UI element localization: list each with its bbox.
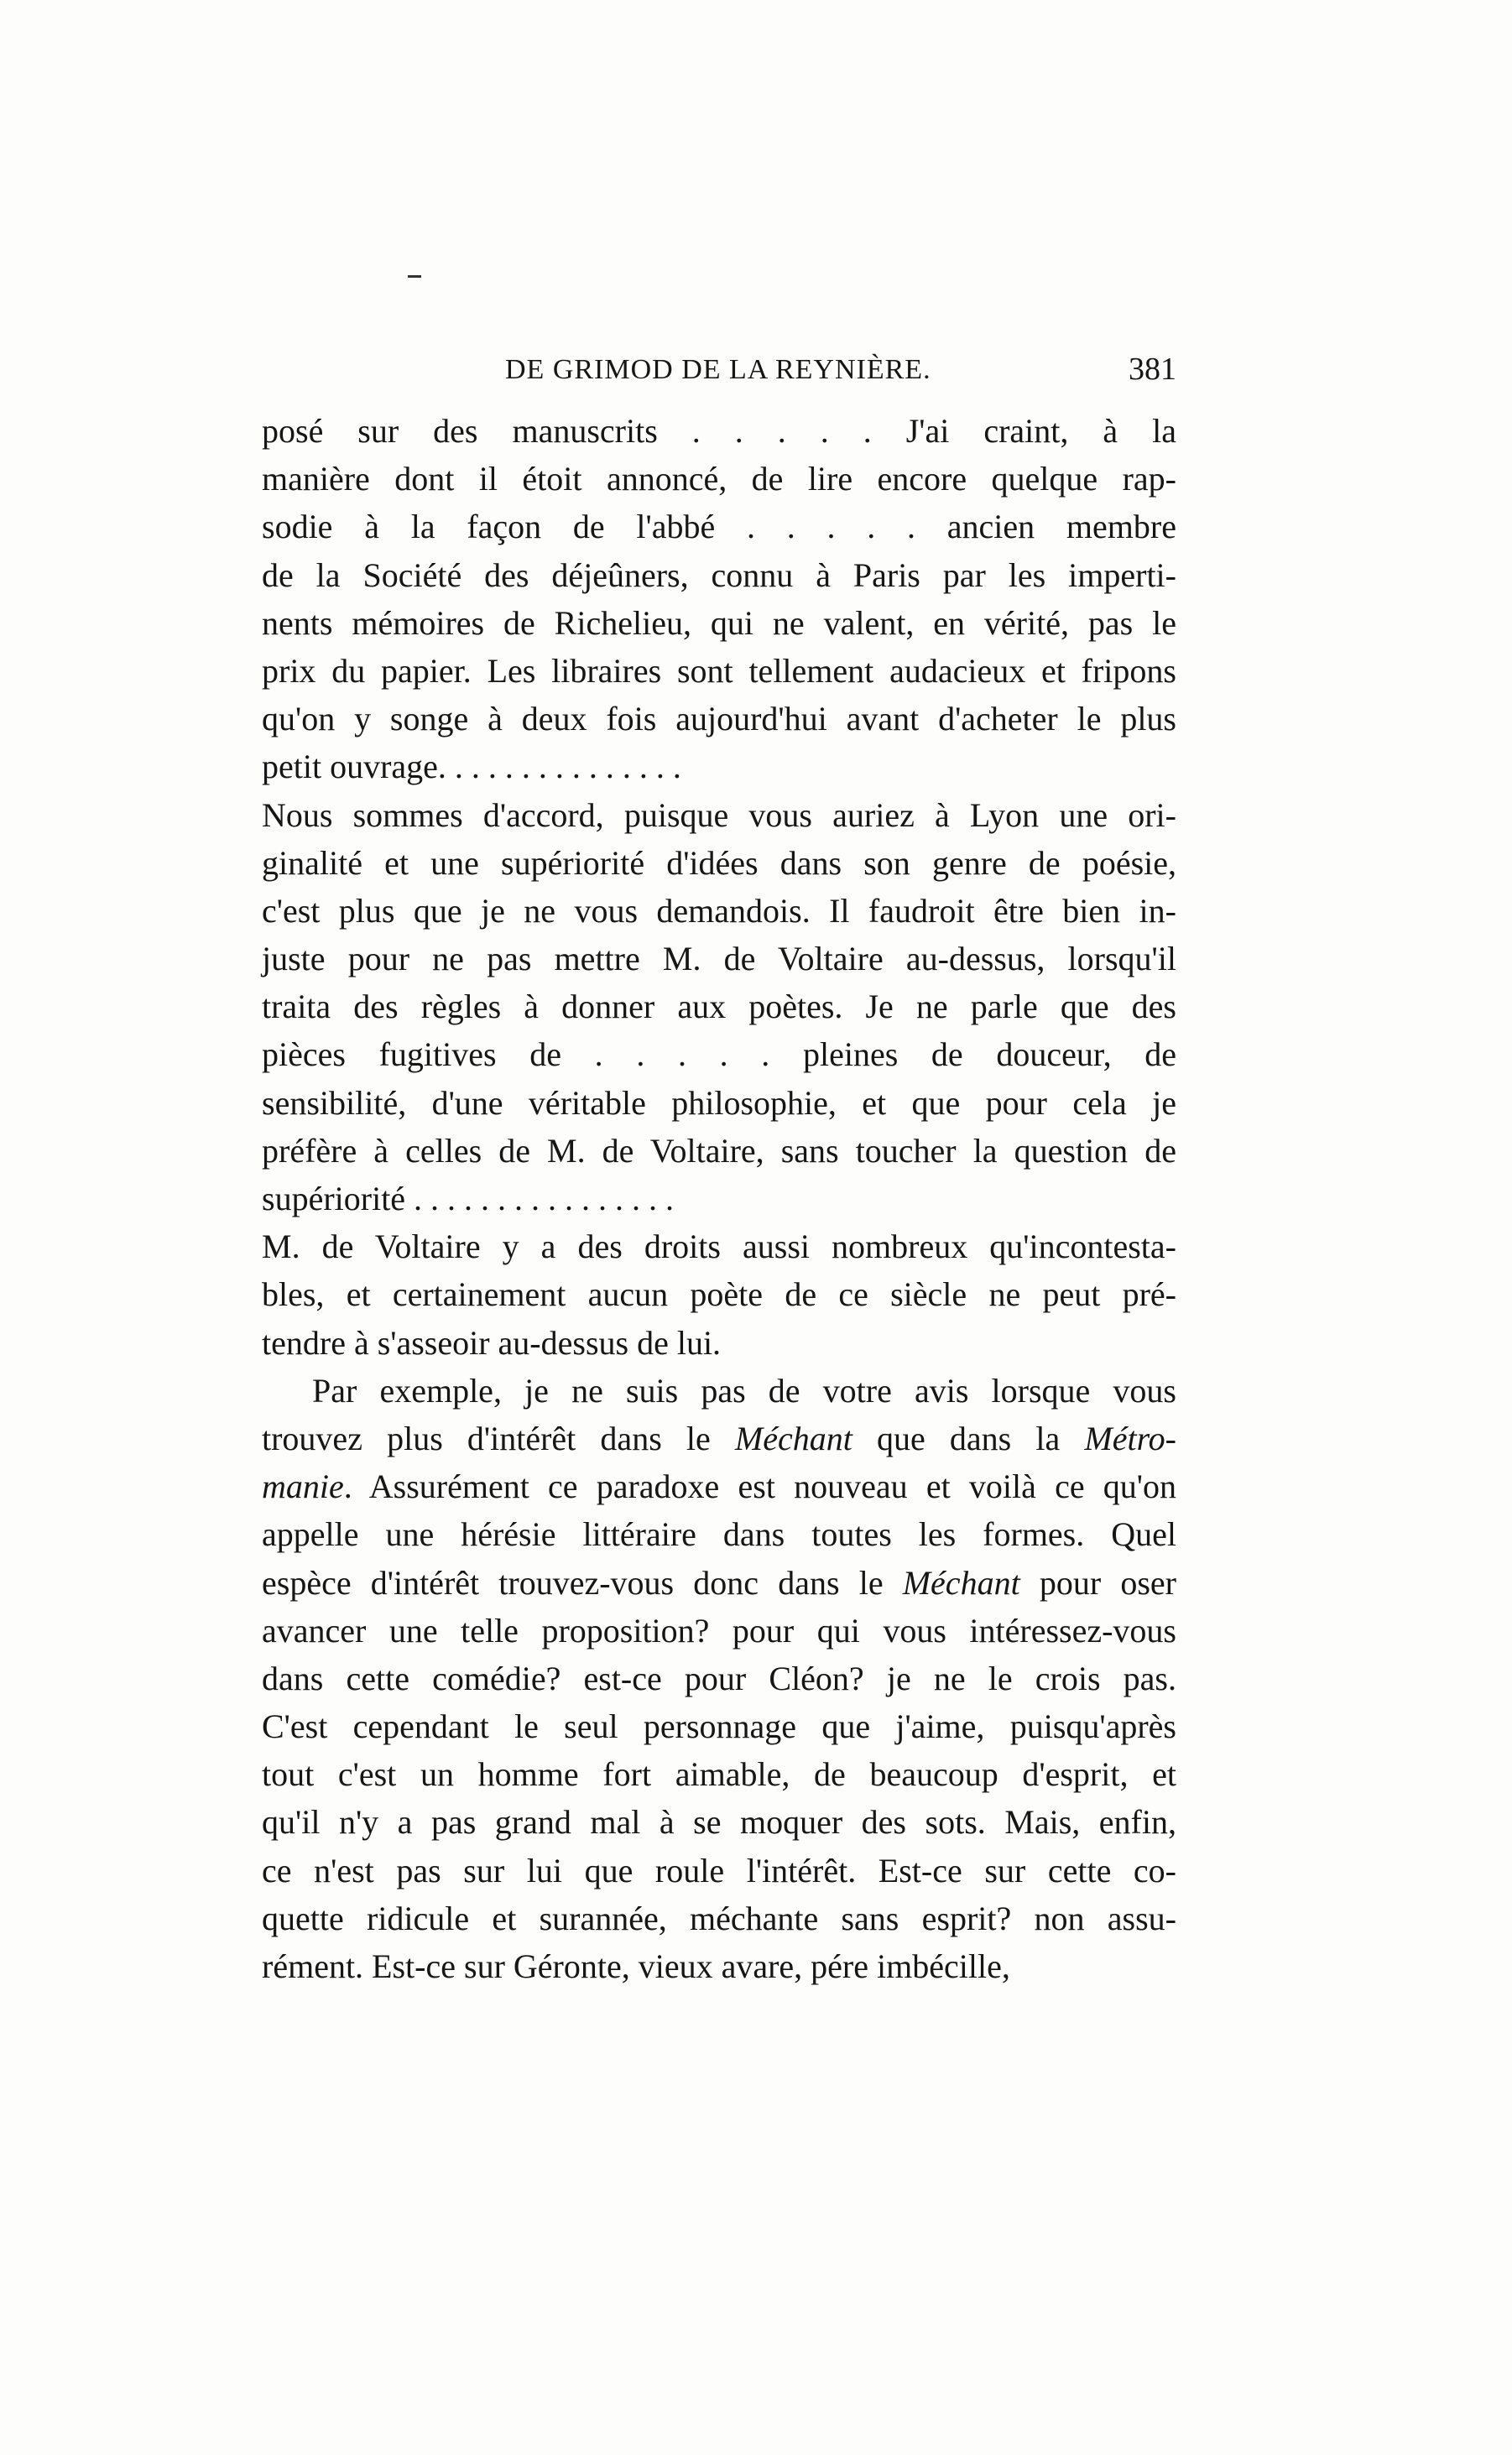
text-segment: juste pour ne pas mettre M. de Voltaire au-dessus, lorsqu'il [262,940,1176,978]
text-segment: sensibilité, d'une véritable philosophie, et que pour cela je [262,1083,1176,1122]
text-line [262,503,1176,550]
text-segment: traita des règles à donner aux poètes. Je ne parle que des [262,988,1176,1026]
text-segment: C'est cependant le seul personnage que j'aime, puisqu'après [262,1707,1176,1746]
text-line [262,551,1176,599]
text-line [262,743,1176,790]
text-segment: avancer une telle proposition? pour qui vous intéressez-vous [262,1611,1176,1650]
text-line [262,1415,1176,1462]
text-segment: supériorité . . . . . . . . . . . . . . . . [262,1180,675,1217]
text-line [262,1222,1176,1270]
text-line [262,1847,1176,1895]
text-segment: manière dont il étoit annoncé, de lire encore quelque rap- [262,460,1176,498]
text-line [262,1127,1176,1175]
text-segment: . Assurément ce paradoxe est nouveau et voilà ce qu'on [343,1467,1176,1506]
page-number: 381 [1129,352,1176,387]
text-line [262,599,1176,647]
body-text [262,407,1176,1990]
text-segment: bles, et certainement aucun poète de ce siècle ne peut pré- [262,1275,1176,1314]
text-segment: ginalité et une supériorité d'idées dans son genre de poésie, [262,843,1176,882]
text-line [262,1559,1176,1607]
italic-title: Métro- [1084,1419,1176,1457]
text-segment: quette ridicule et surannée, méchante sans esprit? non assu- [262,1899,1176,1937]
page-header [262,351,1176,393]
text-segment: qu'on y songe à deux fois aujourd'hui avant d'acheter le plus [262,700,1176,738]
text-line [262,1175,1176,1222]
text-segment: appelle une hérésie littéraire dans toutes les formes. Quel [262,1515,1176,1554]
text-segment: prix du papier. Les libraires sont tellement audacieux et fripons [262,651,1176,690]
text-line [262,407,1176,455]
text-line [262,839,1176,887]
text-line [262,791,1176,839]
text-line [262,1079,1176,1127]
text-segment: c'est plus que je ne vous demandois. Il faudroit être bien in- [262,891,1176,930]
text-line [262,1607,1176,1655]
italic-title: Méchant [902,1563,1020,1602]
text-segment: rément. Est-ce sur Géronte, vieux avare, pére imbécille, [262,1947,1010,1985]
text-segment: espèce d'intérêt trouvez-vous donc dans le [262,1563,903,1602]
text-line [262,1319,1176,1367]
text-segment: Par exemple, je ne suis pas de votre avis lorsque vous [312,1371,1176,1410]
text-segment: qu'il n'y a pas grand mal à se moquer des sots. Mais, enfin, [262,1803,1176,1842]
text-segment: ce n'est pas sur lui que roule l'intérêt. Est-ce sur cette co- [262,1851,1176,1889]
ink-mark [408,275,421,278]
text-line [262,1702,1176,1750]
text-line [262,1367,1176,1415]
text-line [262,647,1176,695]
text-line [262,1270,1176,1318]
text-line [262,455,1176,503]
text-segment: que dans la [852,1419,1085,1457]
text-segment: préfère à celles de M. de Voltaire, sans toucher la question de [262,1131,1176,1170]
text-line [262,1942,1176,1990]
text-line [262,695,1176,743]
text-segment: trouvez plus d'intérêt dans le [262,1419,735,1457]
text-segment: pièces fugitives de . . . . . pleines de douceur, de [262,1035,1176,1074]
text-segment: tout c'est un homme fort aimable, de beaucoup d'esprit, et [262,1755,1176,1794]
text-segment: dans cette comédie? est-ce pour Cléon? je ne le crois pas. [262,1659,1176,1697]
text-segment: petit ouvrage. . . . . . . . . . . . . . . [262,748,681,786]
text-line [262,1462,1176,1510]
italic-title: Méchant [734,1419,852,1457]
text-line [262,1750,1176,1798]
text-line [262,1798,1176,1846]
text-line [262,1655,1176,1702]
text-segment: pour oser [1019,1563,1176,1602]
running-head: DE GRIMOD DE LA REYNIÈRE. [505,354,931,385]
text-line [262,983,1176,1030]
text-segment: de la Société des déjeûners, connu à Paris par les imperti- [262,555,1176,594]
text-segment: Nous sommes d'accord, puisque vous auriez à Lyon une ori- [262,795,1176,834]
text-segment: nents mémoires de Richelieu, qui ne valent, en vérité, pas le [262,603,1176,642]
text-segment: M. de Voltaire y a des droits aussi nombreux qu'incontesta- [262,1228,1176,1266]
text-segment: sodie à la façon de l'abbé . . . . . ancien membre [262,508,1176,546]
text-line [262,1895,1176,1942]
text-line [262,935,1176,983]
text-segment: posé sur des manuscrits . . . . . J'ai craint, à la [262,412,1176,450]
text-line [262,887,1176,935]
italic-title: manie [262,1467,344,1506]
text-line [262,1030,1176,1078]
text-line [262,1510,1176,1558]
text-segment: tendre à s'asseoir au-dessus de lui. [262,1323,722,1362]
